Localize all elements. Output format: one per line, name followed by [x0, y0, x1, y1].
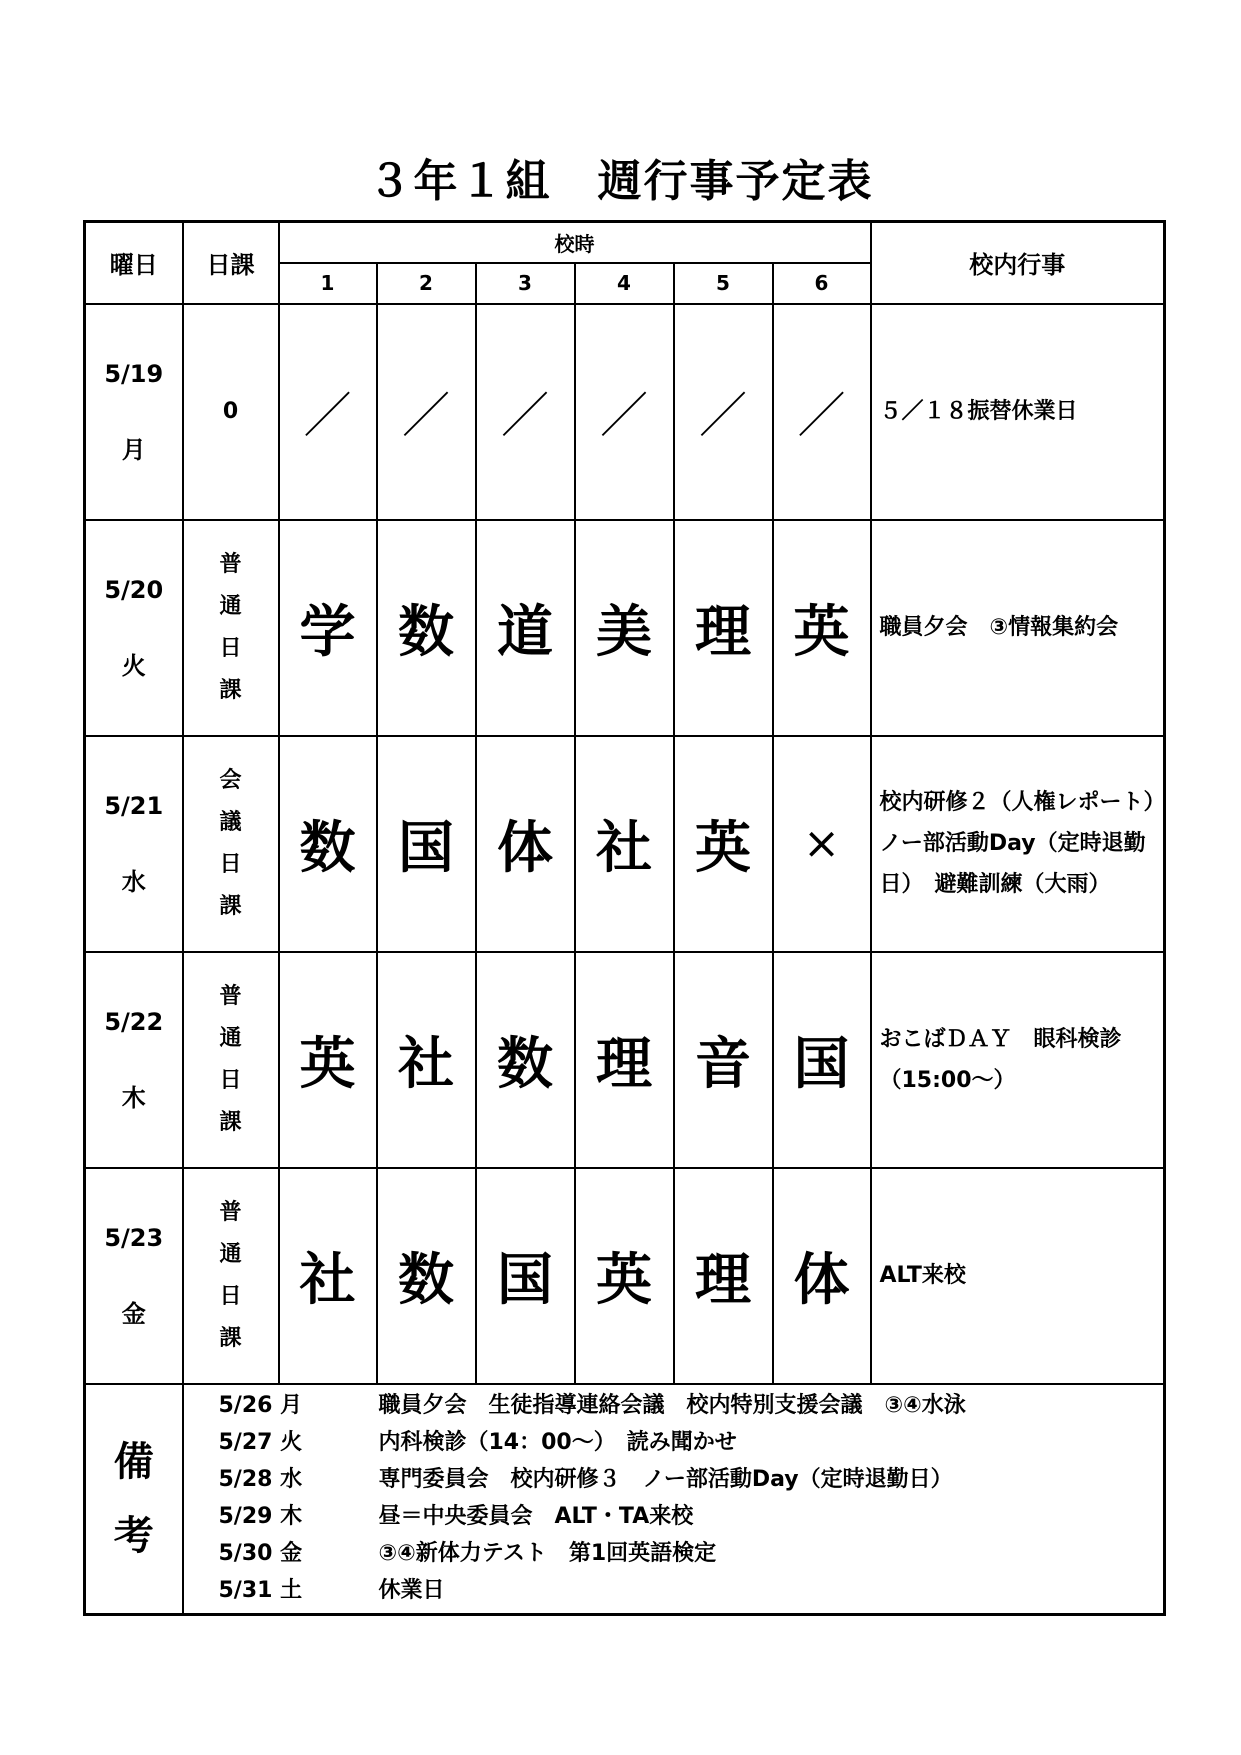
- note-text: 職員夕会 生徒指導連絡会議 校内特別支援会議 ③④水泳: [378, 1392, 966, 1418]
- period-2: 2: [377, 263, 476, 304]
- period-5: 5: [674, 263, 773, 304]
- header-periods: 校時: [279, 222, 871, 263]
- course-char: 普: [219, 1199, 242, 1225]
- note-item: [219, 1498, 1164, 1535]
- day-date-cell: [85, 736, 183, 952]
- subject-cell: ／: [674, 304, 773, 520]
- subject-cell: ／: [279, 304, 377, 520]
- notes-label: 考: [113, 1512, 154, 1559]
- course-char: 通: [219, 593, 242, 619]
- subject-cell: 国: [476, 1168, 575, 1384]
- event-cell: おこばＤＡＹ 眼科検診（15:00～）: [871, 952, 1165, 1168]
- event-cell: ５／１８振替休業日: [871, 304, 1165, 520]
- course-char: 通: [219, 1025, 242, 1051]
- page-title: ３年１組 週行事予定表: [367, 156, 874, 207]
- subject-cell: 体: [476, 736, 575, 952]
- course-cell: [183, 736, 279, 952]
- note-text: 内科検診（14：00～） 読み聞かせ: [378, 1429, 737, 1455]
- header-events: 校内行事: [871, 222, 1165, 304]
- subject-cell: 理: [674, 520, 773, 736]
- subject-cell: 道: [476, 520, 575, 736]
- subject-cell: 国: [377, 736, 476, 952]
- event-cell: ALT来校: [871, 1168, 1165, 1384]
- note-item: [219, 1535, 1164, 1572]
- subject-cell: 理: [674, 1168, 773, 1384]
- course-char: 課: [219, 1325, 242, 1351]
- course-char: 日: [219, 635, 242, 661]
- note-text: 昼＝中央委員会 ALT・TA来校: [378, 1503, 694, 1529]
- note-date: 5/30 金: [218, 1540, 303, 1566]
- course-char: 課: [219, 1109, 242, 1135]
- day-date: 5/22: [104, 1007, 164, 1036]
- note-item: [219, 1461, 1164, 1498]
- course-char: 議: [219, 809, 242, 835]
- header-course: 日課: [183, 222, 279, 304]
- subject-cell: 英: [773, 520, 871, 736]
- period-4: 4: [575, 263, 674, 304]
- course-char: 会: [219, 767, 242, 793]
- course-char: 日: [219, 1283, 242, 1309]
- day-date: 5/23: [104, 1223, 164, 1252]
- subject-cell: 英: [674, 736, 773, 952]
- course-char: 通: [219, 1241, 242, 1267]
- course-char: 0: [222, 398, 239, 424]
- subject-cell: ／: [773, 304, 871, 520]
- note-text: 休業日: [378, 1577, 445, 1603]
- day-date-cell: [85, 520, 183, 736]
- day-date: 5/19: [104, 359, 164, 388]
- subject-cell: 数: [377, 520, 476, 736]
- note-date: 5/29 木: [218, 1503, 303, 1529]
- subject-cell: 国: [773, 952, 871, 1168]
- period-1: 1: [279, 263, 377, 304]
- day-row: [85, 1168, 1165, 1384]
- day-weekday: 火: [121, 651, 146, 680]
- subject-cell: ／: [377, 304, 476, 520]
- period-6: 6: [773, 263, 871, 304]
- course-char: 課: [219, 893, 242, 919]
- course-char: 課: [219, 677, 242, 703]
- day-weekday: 金: [121, 1299, 146, 1328]
- notes-row: [85, 1384, 1165, 1615]
- day-date-cell: [85, 952, 183, 1168]
- schedule-table: [83, 220, 1177, 1616]
- subject-cell: 数: [476, 952, 575, 1168]
- note-item: [219, 1572, 1164, 1609]
- subject-cell: 学: [279, 520, 377, 736]
- day-row: [85, 520, 1165, 736]
- day-date-cell: [85, 304, 183, 520]
- course-char: 日: [219, 851, 242, 877]
- subject-cell: 社: [575, 736, 674, 952]
- course-char: 日: [219, 1067, 242, 1093]
- day-row: [85, 304, 1165, 520]
- event-cell: 校内研修２（人権レポート） ノー部活動Day（定時退勤日） 避難訓練（大雨）: [871, 736, 1165, 952]
- subject-cell: 音: [674, 952, 773, 1168]
- notes-label: 備: [113, 1438, 154, 1485]
- day-date: 5/20: [104, 575, 164, 604]
- note-date: 5/31 土: [218, 1577, 303, 1603]
- note-item: [219, 1387, 1164, 1424]
- header-weekday: 曜日: [85, 222, 183, 304]
- subject-cell: 数: [279, 736, 377, 952]
- period-3: 3: [476, 263, 575, 304]
- day-weekday: 水: [121, 867, 146, 896]
- day-date-cell: [85, 1168, 183, 1384]
- event-cell: 職員夕会 ③情報集約会: [871, 520, 1165, 736]
- course-char: 普: [219, 551, 242, 577]
- subject-cell: 数: [377, 1168, 476, 1384]
- note-date: 5/28 水: [218, 1466, 303, 1492]
- day-row: [85, 736, 1165, 952]
- subject-cell: ／: [575, 304, 674, 520]
- subject-cell: 英: [279, 952, 377, 1168]
- subject-cell: ×: [773, 736, 871, 952]
- note-date: 5/27 火: [218, 1429, 303, 1455]
- subject-cell: 社: [377, 952, 476, 1168]
- note-date: 5/26 月: [218, 1392, 303, 1418]
- note-item: [219, 1424, 1164, 1461]
- day-weekday: 木: [121, 1083, 146, 1112]
- course-cell: [183, 952, 279, 1168]
- course-char: 普: [219, 983, 242, 1009]
- course-cell: [183, 304, 279, 520]
- notes-label-cell: [85, 1384, 183, 1615]
- course-cell: [183, 520, 279, 736]
- subject-cell: ／: [476, 304, 575, 520]
- subject-cell: 美: [575, 520, 674, 736]
- day-row: [85, 952, 1165, 1168]
- note-text: 専門委員会 校内研修３ ノー部活動Day（定時退勤日）: [378, 1466, 953, 1492]
- day-date: 5/21: [104, 791, 164, 820]
- course-cell: [183, 1168, 279, 1384]
- day-weekday: 月: [121, 435, 146, 464]
- subject-cell: 英: [575, 1168, 674, 1384]
- subject-cell: 社: [279, 1168, 377, 1384]
- subject-cell: 理: [575, 952, 674, 1168]
- subject-cell: 体: [773, 1168, 871, 1384]
- note-text: ③④新体力テスト 第1回英語検定: [378, 1540, 717, 1566]
- notes-cell: [183, 1384, 1165, 1615]
